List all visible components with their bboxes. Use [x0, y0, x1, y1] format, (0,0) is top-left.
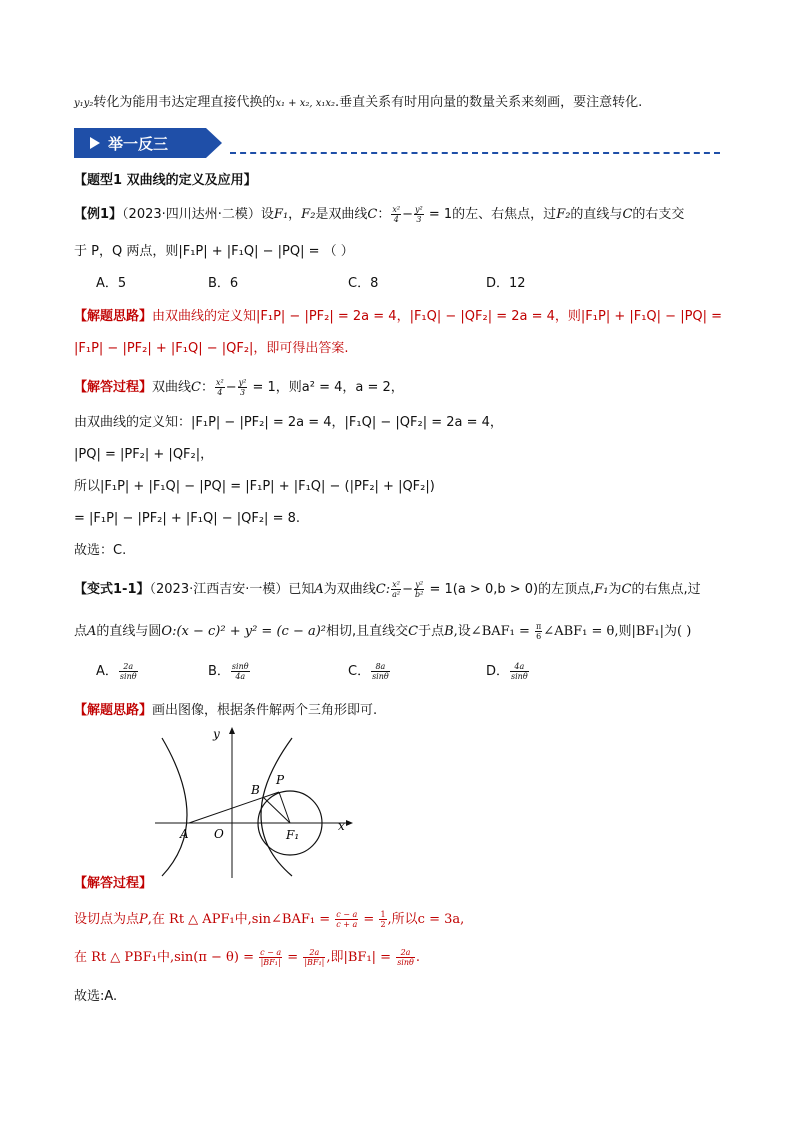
example1-proc-line1: 【解答过程】双曲线C： $\frac{\text{x²}}{4}$ − $\frac{\text{y²}}{3}$ = 1，则a² = 4，a = 2， — [74, 378, 404, 397]
banner-label: 举一反三 — [108, 135, 169, 153]
variant1-proc-line2: 在 Rt △ PBF₁中,sin(π − θ) = $\frac{c - a}{\text{|BF₁|}}$ = $\frac{2a}{\text{|BF₁|}}$ ,即|BF₁| = $\frac{2a}{\sin\theta}$ . — [74, 948, 420, 967]
example1-proc-line2: 由双曲线的定义知：|F₁P| − |PF₂| = 2a = 4，|F₁Q| − |QF₂| = 2a = 4， — [74, 415, 503, 430]
segment-F1B — [263, 797, 290, 823]
variant1-option-c[interactable]: C． $\frac{8a}{\sin\theta}$ — [348, 662, 389, 681]
y-axis-arrow-icon — [229, 727, 235, 734]
variant1-option-b[interactable]: B． $\frac{\sin\theta}{4a}$ — [208, 662, 249, 681]
example1-idea-line2: |F₁P| − |PF₂| + |F₁Q| − |QF₂|，即可得出答案. — [74, 341, 349, 356]
variant1-answer: 故选:A. — [74, 989, 118, 1004]
label-B: B — [251, 783, 260, 797]
frac-y2-3: $\frac{\text{y²}}{3}$ — [415, 205, 423, 224]
x-axis-arrow-icon — [346, 820, 353, 826]
label-F1: F₁ — [286, 828, 300, 842]
variant1-proc-line1: 设切点为点P,在 Rt △ APF₁中,sin∠BAF₁ = $\frac{c - a}{c + a}$ = $\frac{1}{2}$ ,所以c = 3a, — [74, 910, 465, 929]
variant1-proc-label: 【解答过程】 — [74, 876, 153, 891]
label-P: P — [276, 773, 285, 787]
label-x: x — [338, 819, 345, 833]
variant1-option-a[interactable]: A． $\frac{2a}{\sin\theta}$ — [96, 662, 137, 681]
hyperbola-left-branch — [162, 738, 187, 876]
hyperbola-circle-figure — [150, 726, 360, 881]
section-title: 【题型1 双曲线的定义及应用】 — [74, 173, 257, 188]
example1-question-line1: 【例1】（2023·四川达州·二模）设F₁，F₂是双曲线C： $\frac{\text{x²}}{4}$ − $\frac{\text{y²}}{3}$ = 1的左、右焦点，过F₂的直线与C的右支交 — [74, 205, 685, 224]
example1-proc-line4: 所以|F₁P| + |F₁Q| − |PQ| = |F₁P| + |F₁Q| − (|PF₂| + |QF₂|) — [74, 479, 435, 494]
example1-idea-line1: 【解题思路】由双曲线的定义知|F₁P| − |PF₂| = 2a = 4，|F₁Q| − |QF₂| = 2a = 4，则|F₁P| + |F₁Q| − |PQ| = — [74, 309, 723, 324]
example1-answer: 故选：C. — [74, 543, 127, 558]
banner-divider — [230, 152, 720, 154]
label-y: y — [213, 727, 220, 741]
example1-option-c[interactable]: C．8 — [348, 276, 379, 291]
line-AP — [189, 792, 279, 823]
example1-proc-line3: |PQ| = |PF₂| + |QF₂|， — [74, 447, 214, 462]
top-note: y₁y₂转化为能用韦达定理直接代换的x₁ + x₂, x₁x₂.垂直关系有时用向量的数量关系来刻画，要注意转化. — [74, 95, 643, 110]
example1-proc-line5: = |F₁P| − |PF₂| + |F₁Q| − |QF₂| = 8. — [74, 511, 300, 526]
variant1-idea: 【解题思路】画出图像，根据条件解两个三角形即可. — [74, 703, 378, 718]
example1-option-a[interactable]: A．5 — [96, 276, 127, 291]
frac-x2-4: $\frac{\text{x²}}{4}$ — [392, 205, 401, 224]
variant1-option-d[interactable]: D． $\frac{4a}{\sin\theta}$ — [486, 662, 528, 681]
variant1-question-line2: 点A的直线与圆O:(x − c)² + y² = (c − a)²相切,且直线交C于点B,设∠BAF₁ = $\frac{\pi}{6}$ ∠ABF₁ = θ,则|BF₁|为( ) — [74, 622, 692, 641]
label-A: A — [180, 827, 189, 841]
variant1-question-line1: 【变式1-1】（2023·江西吉安·一模）已知A为双曲线C: $\frac{\text{x²}}{\text{a²}}$ − $\frac{\text{y²}}{\text{b²}}$ = 1(a > 0,b > 0)的左顶点,F₁为C的右焦点,过 — [74, 580, 701, 599]
example1-question-line2: 于 P，Q 两点，则|F₁P| + |F₁Q| − |PQ| = （ ） — [74, 244, 354, 259]
example1-option-d[interactable]: D．12 — [486, 276, 526, 291]
label-O: O — [214, 827, 224, 841]
example1-option-b[interactable]: B．6 — [208, 276, 239, 291]
top-note-math-prefix: y₁y₂ — [74, 98, 94, 109]
